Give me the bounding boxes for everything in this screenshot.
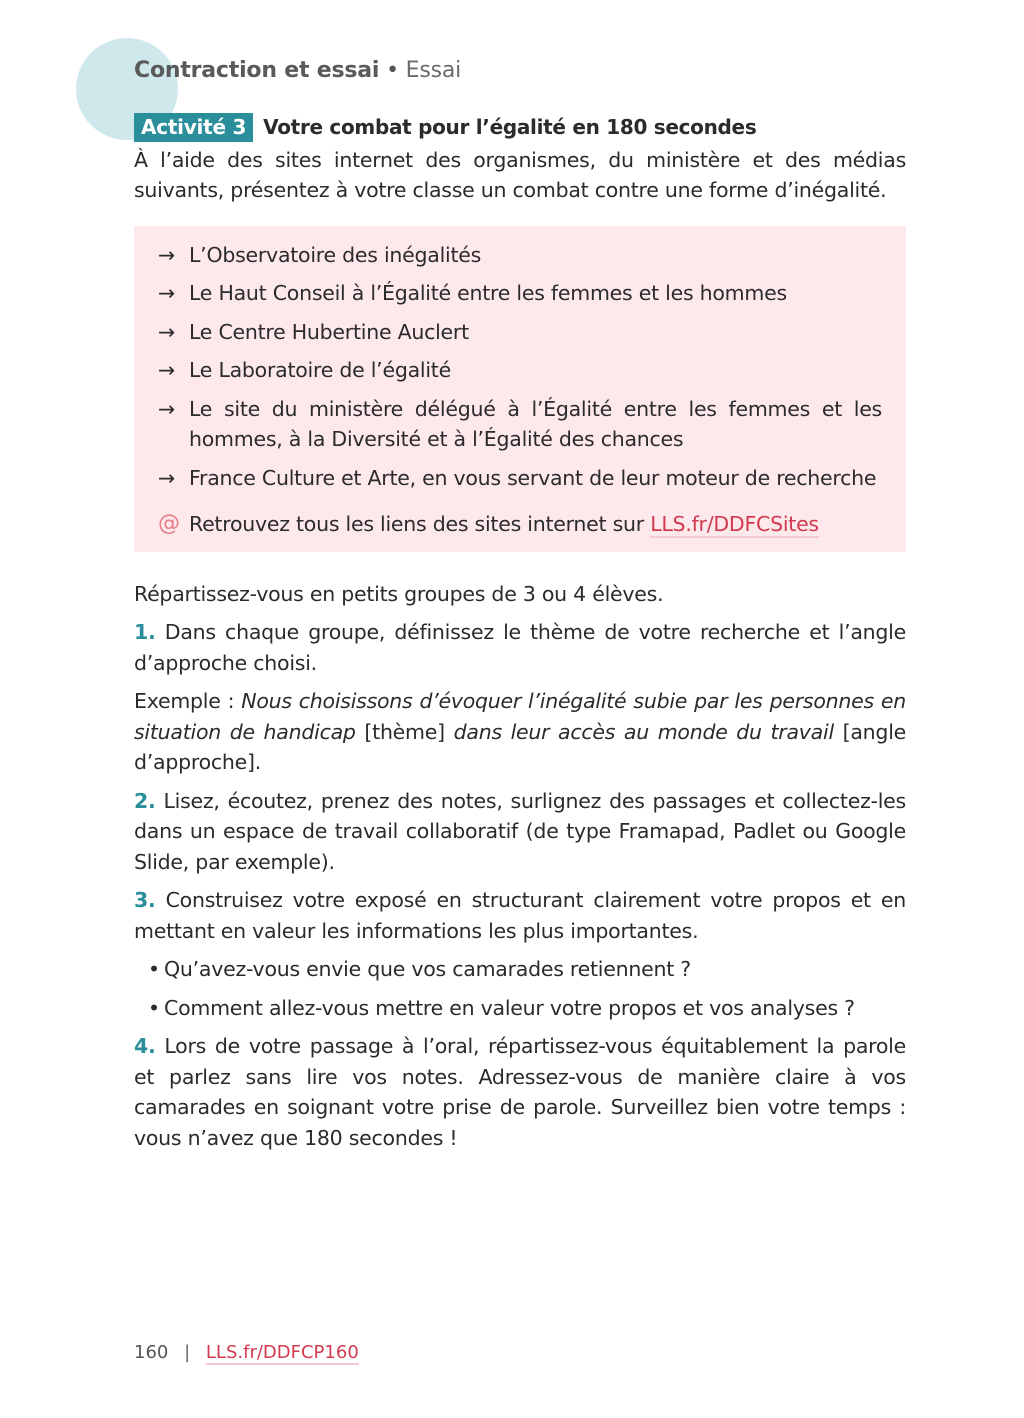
resource-label: L’Observatoire des inégalités xyxy=(189,242,482,267)
step-4 xyxy=(134,1031,906,1153)
arrow-right-icon: → xyxy=(158,242,175,267)
list-item xyxy=(158,463,882,494)
resources-box xyxy=(134,226,906,552)
footer-link[interactable]: LLS.fr/DDFCP160 xyxy=(205,1342,359,1363)
bullet-icon: • xyxy=(148,957,160,981)
list-item xyxy=(134,993,906,1024)
sites-link[interactable]: LLS.fr/DDFCSites xyxy=(650,512,819,536)
resource-label: France Culture et Arte, en vous servant de leur moteur de recherche xyxy=(189,465,877,490)
list-item xyxy=(158,355,882,386)
header-separator: • xyxy=(386,58,399,83)
step-1 xyxy=(134,617,906,678)
example-bracket: [thème] xyxy=(364,719,445,744)
footer-separator: | xyxy=(184,1342,191,1363)
header-section: Contraction et essai xyxy=(134,58,380,83)
example xyxy=(134,686,906,778)
arrow-right-icon: → xyxy=(158,396,175,421)
arrow-right-icon: → xyxy=(158,319,175,344)
arrow-right-icon: → xyxy=(158,465,175,490)
resource-label: Le Laboratoire de l’égalité xyxy=(189,358,451,382)
step-number: 3. xyxy=(134,888,156,912)
step-2 xyxy=(134,786,906,878)
list-item xyxy=(158,278,882,309)
bullet-text: Comment allez-vous mettre en valeur votre propos et vos analyses ? xyxy=(164,995,855,1020)
bullet-icon: • xyxy=(148,995,160,1020)
step-text: Construisez votre exposé en structurant clairement votre propos et en mettant en valeur les informations les plus importantes. xyxy=(134,888,906,943)
page-content xyxy=(134,112,906,1153)
links-text: Retrouvez tous les liens des sites internet sur xyxy=(189,512,644,536)
example-italic: Nous choisissons d’évoquer l’inégalité subie par les personnes en situation de handicap xyxy=(134,689,906,744)
groups-instruction: Répartissez-vous en petits groupes de 3 ou 4 élèves. xyxy=(134,581,664,606)
activity-title: Votre combat pour l’égalité en 180 secondes xyxy=(263,115,757,139)
step-text: Dans chaque groupe, définissez le thème de votre recherche et l’angle d’approche choisi. xyxy=(134,620,906,675)
step-number: 1. xyxy=(134,620,156,644)
page-header xyxy=(134,58,461,83)
step-text: Lisez, écoutez, prenez des notes, surlignez des passages et collectez-les dans un espace de travail collaboratif (de type Framapad, Padlet ou Google Slide, par exemple). xyxy=(134,788,906,874)
at-icon: @ xyxy=(158,511,180,536)
step-number: 2. xyxy=(134,788,156,813)
resource-label: Le Haut Conseil à l’Égalité entre les femmes et les hommes xyxy=(189,281,787,305)
page-number: 160 xyxy=(134,1342,169,1363)
page-footer xyxy=(134,1342,359,1363)
resources-list xyxy=(158,240,882,494)
step-text: Lors de votre passage à l’oral, répartissez-vous équitablement la parole et parlez sans lire vos notes. Adressez-vous de manière claire à vos camarades en soignant votre prise de parole. Surveillez bien votre temps : vous n’avez que 180 secondes ! xyxy=(134,1034,906,1150)
list-item xyxy=(158,240,882,271)
resource-label: Le Centre Hubertine Auclert xyxy=(189,319,469,344)
arrow-right-icon: → xyxy=(158,281,175,305)
step-number: 4. xyxy=(134,1034,156,1058)
bullet-text: Qu’avez-vous envie que vos camarades retiennent ? xyxy=(164,957,691,981)
list-item xyxy=(134,954,906,985)
example-bracket: [angle d’approche]. xyxy=(134,719,906,774)
step-3 xyxy=(134,885,906,946)
example-label: Exemple : xyxy=(134,689,235,713)
arrow-right-icon: → xyxy=(158,358,175,382)
step-3-bullets xyxy=(134,954,906,1023)
header-subsection: Essai xyxy=(405,58,462,83)
activity-title-row xyxy=(134,112,906,143)
list-item xyxy=(158,394,882,455)
example-italic: dans leur accès au monde du travail xyxy=(453,719,834,744)
links-line xyxy=(158,509,882,540)
activity-badge: Activité 3 xyxy=(134,113,253,142)
activity-intro: À l’aide des sites internet des organismes, du ministère et des médias suivants, présentez à votre classe un combat contre une forme d’inégalité. xyxy=(134,147,906,202)
resource-label: Le site du ministère délégué à l’Égalité entre les femmes et les hommes, à la Diversité et à l’Égalité des chances xyxy=(189,396,882,451)
list-item xyxy=(158,317,882,348)
